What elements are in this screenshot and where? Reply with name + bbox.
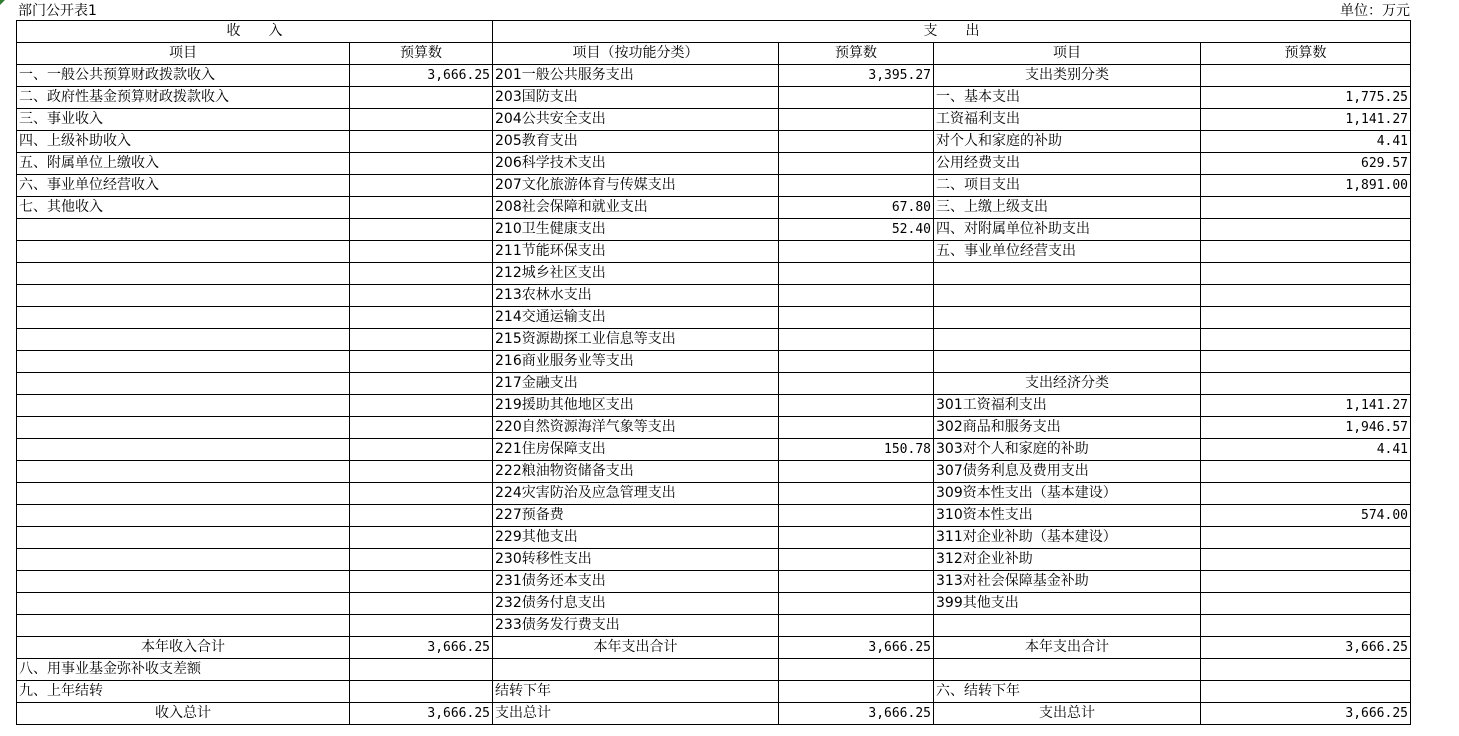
func-item-cell: 224灾害防治及应急管理支出	[493, 483, 779, 505]
category-budget-cell	[1201, 681, 1411, 703]
income-item-cell	[17, 439, 350, 461]
income-item-cell	[17, 395, 350, 417]
category-budget-cell: 4.41	[1201, 131, 1411, 153]
unit-label: 单位：万元	[1340, 3, 1410, 19]
income-item-cell	[17, 307, 350, 329]
income-budget-cell	[350, 219, 493, 241]
category-budget-cell: 629.57	[1201, 153, 1411, 175]
income-budget-cell	[350, 373, 493, 395]
table-row	[17, 681, 1411, 703]
category-budget-cell: 1,946.57	[1201, 417, 1411, 439]
func-budget-cell	[779, 329, 934, 351]
income-budget-cell	[350, 681, 493, 703]
col-header-func-item: 项目（按功能分类）	[493, 43, 779, 65]
income-budget-cell	[350, 329, 493, 351]
category-item-cell: 一、基本支出	[934, 87, 1201, 109]
table-row	[17, 439, 1411, 461]
table-row	[17, 417, 1411, 439]
income-item-cell: 二、政府性基金预算财政拨款收入	[17, 87, 350, 109]
income-item-cell: 本年收入合计	[17, 637, 350, 659]
func-budget-cell: 52.40	[779, 219, 934, 241]
func-item-cell: 217金融支出	[493, 373, 779, 395]
table-row	[17, 153, 1411, 175]
category-item-cell: 307债务利息及费用支出	[934, 461, 1201, 483]
func-item-cell: 207文化旅游体育与传媒支出	[493, 175, 779, 197]
func-budget-cell	[779, 175, 934, 197]
func-item-cell: 210卫生健康支出	[493, 219, 779, 241]
income-item-cell	[17, 593, 350, 615]
category-budget-cell	[1201, 329, 1411, 351]
table-row	[17, 351, 1411, 373]
category-budget-cell	[1201, 615, 1411, 637]
category-budget-cell: 1,775.25	[1201, 87, 1411, 109]
income-item-cell	[17, 483, 350, 505]
func-budget-cell	[779, 87, 934, 109]
func-item-cell: 219援助其他地区支出	[493, 395, 779, 417]
income-budget-cell	[350, 285, 493, 307]
category-item-cell: 311对企业补助（基本建设）	[934, 527, 1201, 549]
income-item-cell	[17, 549, 350, 571]
expense-section-header: 支 出	[493, 21, 1411, 43]
income-item-cell	[17, 373, 350, 395]
table-row	[17, 109, 1411, 131]
income-budget-cell	[350, 241, 493, 263]
category-item-cell: 309资本性支出（基本建设）	[934, 483, 1201, 505]
func-item-cell: 211节能环保支出	[493, 241, 779, 263]
income-section-header: 收 入	[17, 21, 493, 43]
func-item-cell: 205教育支出	[493, 131, 779, 153]
table-row	[17, 285, 1411, 307]
category-item-cell: 公用经费支出	[934, 153, 1201, 175]
income-item-cell	[17, 351, 350, 373]
income-item-cell: 五、附属单位上缴收入	[17, 153, 350, 175]
income-budget-cell	[350, 351, 493, 373]
income-item-cell: 八、用事业基金弥补收支差额	[17, 659, 350, 681]
func-item-cell: 227预备费	[493, 505, 779, 527]
income-budget-cell	[350, 527, 493, 549]
table-row	[17, 571, 1411, 593]
income-item-cell: 三、事业收入	[17, 109, 350, 131]
category-item-cell: 工资福利支出	[934, 109, 1201, 131]
category-budget-cell	[1201, 241, 1411, 263]
func-item-cell: 204公共安全支出	[493, 109, 779, 131]
category-item-cell	[934, 659, 1201, 681]
income-budget-cell	[350, 87, 493, 109]
table-row	[17, 65, 1411, 87]
func-item-cell: 232债务付息支出	[493, 593, 779, 615]
category-budget-cell: 3,666.25	[1201, 637, 1411, 659]
income-item-cell: 九、上年结转	[17, 681, 350, 703]
category-budget-cell	[1201, 571, 1411, 593]
income-budget-cell	[350, 571, 493, 593]
category-budget-cell: 1,141.27	[1201, 395, 1411, 417]
col-header-budget: 预算数	[350, 43, 493, 65]
func-item-cell: 215资源勘探工业信息等支出	[493, 329, 779, 351]
category-budget-cell	[1201, 351, 1411, 373]
income-item-cell: 收入总计	[17, 703, 350, 725]
category-item-cell: 301工资福利支出	[934, 395, 1201, 417]
report-header	[18, 2, 1410, 20]
category-budget-cell	[1201, 263, 1411, 285]
func-item-cell: 212城乡社区支出	[493, 263, 779, 285]
table-row	[17, 395, 1411, 417]
category-budget-cell	[1201, 373, 1411, 395]
table-row	[17, 549, 1411, 571]
category-item-cell: 支出经济分类	[934, 373, 1201, 395]
income-item-cell	[17, 263, 350, 285]
func-item-cell: 支出总计	[493, 703, 779, 725]
func-budget-cell	[779, 395, 934, 417]
category-item-cell	[934, 329, 1201, 351]
category-budget-cell: 1,141.27	[1201, 109, 1411, 131]
func-budget-cell	[779, 615, 934, 637]
func-budget-cell	[779, 681, 934, 703]
func-budget-cell	[779, 241, 934, 263]
report-title: 部门公开表1	[18, 3, 97, 19]
category-item-cell	[934, 615, 1201, 637]
table-row	[17, 637, 1411, 659]
func-item-cell: 206科学技术支出	[493, 153, 779, 175]
category-item-cell: 310资本性支出	[934, 505, 1201, 527]
category-item-cell	[934, 307, 1201, 329]
income-budget-cell	[350, 483, 493, 505]
category-budget-cell	[1201, 483, 1411, 505]
category-budget-cell	[1201, 197, 1411, 219]
func-budget-cell: 67.80	[779, 197, 934, 219]
table-body	[17, 65, 1411, 725]
income-item-cell	[17, 461, 350, 483]
table-row	[17, 659, 1411, 681]
func-item-cell: 216商业服务业等支出	[493, 351, 779, 373]
income-item-cell	[17, 417, 350, 439]
income-budget-cell	[350, 417, 493, 439]
income-budget-cell	[350, 593, 493, 615]
budget-table	[16, 20, 1411, 725]
table-row	[17, 175, 1411, 197]
col-header-item: 项目	[17, 43, 350, 65]
table-row	[17, 461, 1411, 483]
income-item-cell	[17, 285, 350, 307]
income-budget-cell	[350, 461, 493, 483]
category-budget-cell	[1201, 549, 1411, 571]
income-budget-cell: 3,666.25	[350, 65, 493, 87]
category-item-cell: 302商品和服务支出	[934, 417, 1201, 439]
table-row	[17, 263, 1411, 285]
func-budget-cell	[779, 285, 934, 307]
func-budget-cell: 3,395.27	[779, 65, 934, 87]
category-budget-cell: 4.41	[1201, 439, 1411, 461]
table-row	[17, 87, 1411, 109]
func-budget-cell	[779, 109, 934, 131]
table-row	[17, 131, 1411, 153]
category-item-cell: 四、对附属单位补助支出	[934, 219, 1201, 241]
table-row	[17, 241, 1411, 263]
category-budget-cell	[1201, 659, 1411, 681]
income-item-cell: 一、一般公共预算财政拨款收入	[17, 65, 350, 87]
income-budget-cell	[350, 439, 493, 461]
category-item-cell: 312对企业补助	[934, 549, 1201, 571]
table-row	[17, 615, 1411, 637]
func-item-cell: 208社会保障和就业支出	[493, 197, 779, 219]
func-budget-cell: 3,666.25	[779, 703, 934, 725]
income-budget-cell: 3,666.25	[350, 637, 493, 659]
table-row	[17, 703, 1411, 725]
func-budget-cell	[779, 307, 934, 329]
income-item-cell	[17, 505, 350, 527]
category-budget-cell	[1201, 219, 1411, 241]
table-row	[17, 483, 1411, 505]
func-budget-cell	[779, 483, 934, 505]
category-budget-cell	[1201, 307, 1411, 329]
income-item-cell	[17, 329, 350, 351]
func-budget-cell	[779, 593, 934, 615]
cell-corner-marker	[0, 0, 5, 5]
category-item-cell: 303对个人和家庭的补助	[934, 439, 1201, 461]
category-item-cell	[934, 351, 1201, 373]
income-budget-cell: 3,666.25	[350, 703, 493, 725]
income-item-cell	[17, 527, 350, 549]
income-budget-cell	[350, 659, 493, 681]
income-budget-cell	[350, 395, 493, 417]
category-item-cell: 支出总计	[934, 703, 1201, 725]
func-item-cell: 231债务还本支出	[493, 571, 779, 593]
income-budget-cell	[350, 263, 493, 285]
func-budget-cell	[779, 461, 934, 483]
func-item-cell: 结转下年	[493, 681, 779, 703]
income-item-cell: 四、上级补助收入	[17, 131, 350, 153]
income-item-cell	[17, 219, 350, 241]
table-row	[17, 593, 1411, 615]
income-item-cell: 六、事业单位经营收入	[17, 175, 350, 197]
category-item-cell: 六、结转下年	[934, 681, 1201, 703]
income-budget-cell	[350, 615, 493, 637]
category-item-cell	[934, 263, 1201, 285]
income-budget-cell	[350, 197, 493, 219]
func-item-cell: 213农林水支出	[493, 285, 779, 307]
func-budget-cell	[779, 527, 934, 549]
func-item-cell: 203国防支出	[493, 87, 779, 109]
func-budget-cell	[779, 571, 934, 593]
func-item-cell: 201一般公共服务支出	[493, 65, 779, 87]
func-item-cell: 229其他支出	[493, 527, 779, 549]
category-budget-cell	[1201, 527, 1411, 549]
column-header-row	[17, 43, 1411, 65]
table-row	[17, 219, 1411, 241]
category-budget-cell	[1201, 593, 1411, 615]
table-row	[17, 307, 1411, 329]
category-budget-cell: 3,666.25	[1201, 703, 1411, 725]
income-item-cell	[17, 615, 350, 637]
func-budget-cell	[779, 263, 934, 285]
income-budget-cell	[350, 131, 493, 153]
func-item-cell: 230转移性支出	[493, 549, 779, 571]
section-header-row	[17, 21, 1411, 43]
category-item-cell: 313对社会保障基金补助	[934, 571, 1201, 593]
col-header-cat-budget: 预算数	[1201, 43, 1411, 65]
category-item-cell: 399其他支出	[934, 593, 1201, 615]
func-budget-cell: 3,666.25	[779, 637, 934, 659]
func-budget-cell	[779, 659, 934, 681]
func-budget-cell	[779, 131, 934, 153]
income-item-cell: 七、其他收入	[17, 197, 350, 219]
table-row	[17, 197, 1411, 219]
func-budget-cell	[779, 417, 934, 439]
table-row	[17, 505, 1411, 527]
income-budget-cell	[350, 153, 493, 175]
category-budget-cell: 1,891.00	[1201, 175, 1411, 197]
func-item-cell: 233债务发行费支出	[493, 615, 779, 637]
func-item-cell: 214交通运输支出	[493, 307, 779, 329]
income-budget-cell	[350, 307, 493, 329]
func-budget-cell: 150.78	[779, 439, 934, 461]
func-item-cell: 本年支出合计	[493, 637, 779, 659]
category-budget-cell	[1201, 461, 1411, 483]
category-item-cell: 二、项目支出	[934, 175, 1201, 197]
category-item-cell	[934, 285, 1201, 307]
func-budget-cell	[779, 351, 934, 373]
category-item-cell: 对个人和家庭的补助	[934, 131, 1201, 153]
func-item-cell: 221住房保障支出	[493, 439, 779, 461]
category-item-cell: 三、上缴上级支出	[934, 197, 1201, 219]
category-item-cell: 五、事业单位经营支出	[934, 241, 1201, 263]
category-item-cell: 本年支出合计	[934, 637, 1201, 659]
func-item-cell	[493, 659, 779, 681]
category-budget-cell	[1201, 285, 1411, 307]
category-budget-cell: 574.00	[1201, 505, 1411, 527]
func-budget-cell	[779, 505, 934, 527]
income-item-cell	[17, 571, 350, 593]
income-item-cell	[17, 241, 350, 263]
table-row	[17, 527, 1411, 549]
func-budget-cell	[779, 373, 934, 395]
func-budget-cell	[779, 153, 934, 175]
func-item-cell: 220自然资源海洋气象等支出	[493, 417, 779, 439]
category-item-cell: 支出类别分类	[934, 65, 1201, 87]
func-item-cell: 222粮油物资储备支出	[493, 461, 779, 483]
table-row	[17, 329, 1411, 351]
income-budget-cell	[350, 175, 493, 197]
income-budget-cell	[350, 549, 493, 571]
income-budget-cell	[350, 505, 493, 527]
category-budget-cell	[1201, 65, 1411, 87]
table-row	[17, 373, 1411, 395]
col-header-func-budget: 预算数	[779, 43, 934, 65]
func-budget-cell	[779, 549, 934, 571]
income-budget-cell	[350, 109, 493, 131]
col-header-cat-item: 项目	[934, 43, 1201, 65]
